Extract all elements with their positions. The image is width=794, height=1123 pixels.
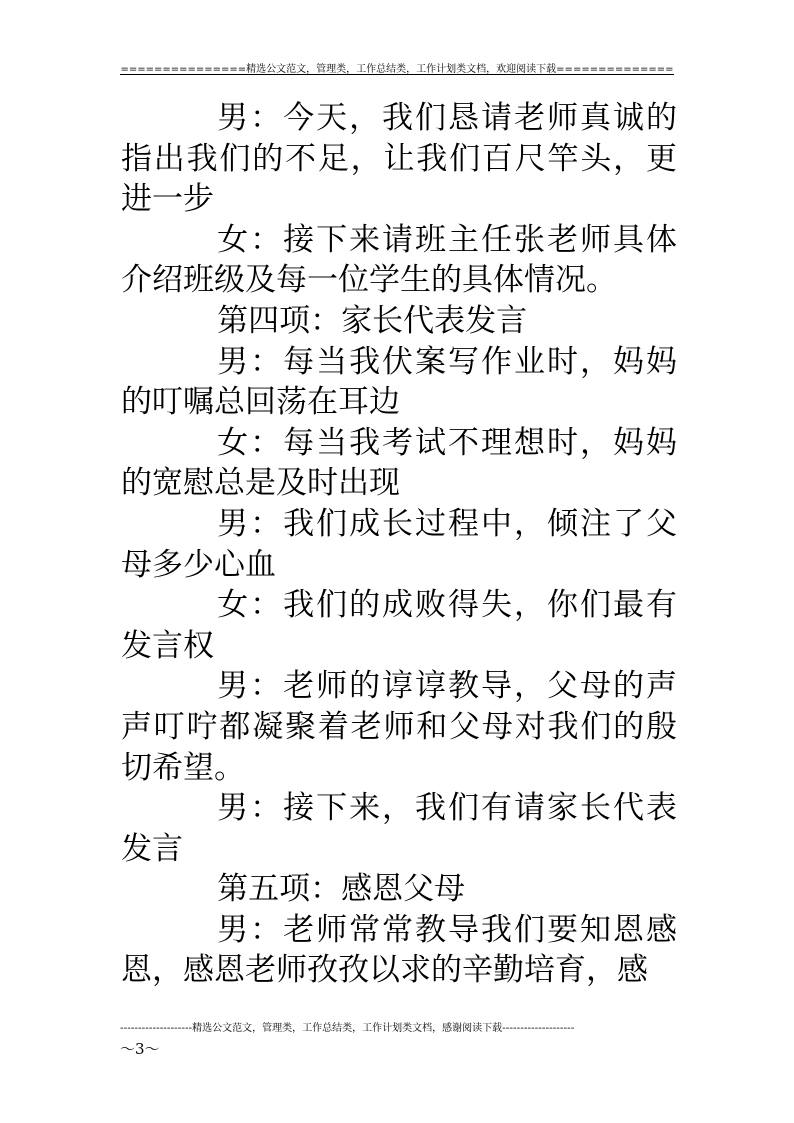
section-heading: 第四项：家长代表发言 [217,302,528,339]
paragraph: 男：老师常常教导我们要知恩感恩，感恩老师孜孜以求的辛勤培育，感 [121,911,677,989]
page-footer: --------------------精选公文范文，管理类，工作总结类，工作计划类文档，感谢阅读下载-------------------- [120,1023,575,1034]
document-body [121,98,677,991]
paragraph: 女：接下来请班主任张老师具体介绍班级及每一位学生的具体情况。 [121,221,677,299]
header-divider [120,74,674,75]
paragraph: 男：老师的谆谆教导，父母的声声叮咛都凝聚着老师和父母对我们的殷切希望。 [121,668,677,786]
paragraph: 女：每当我考试不理想时，妈妈的宽慰总是及时出现 [121,424,677,502]
paragraph: 男：接下来，我们有请家长代表发言 [121,790,677,867]
section-heading: 第五项：感恩父母 [217,871,466,908]
paragraph: 男：每当我伏案写作业时，妈妈的叮嘱总回荡在耳边 [121,343,677,421]
page-number: ～3～ [120,1040,160,1058]
paragraph: 男：今天，我们恳请老师真诚的指出我们的不足，让我们百尺竿头，更进一步 [121,100,677,218]
paragraph: 男：我们成长过程中，倾注了父母多少心血 [121,505,677,583]
page-header: ===============精选公文范文，管理类，工作总结类，工作计划类文档，欢迎阅读下载============== [120,64,674,75]
paragraph: 女：我们的成败得失，你们最有发言权 [121,587,677,664]
